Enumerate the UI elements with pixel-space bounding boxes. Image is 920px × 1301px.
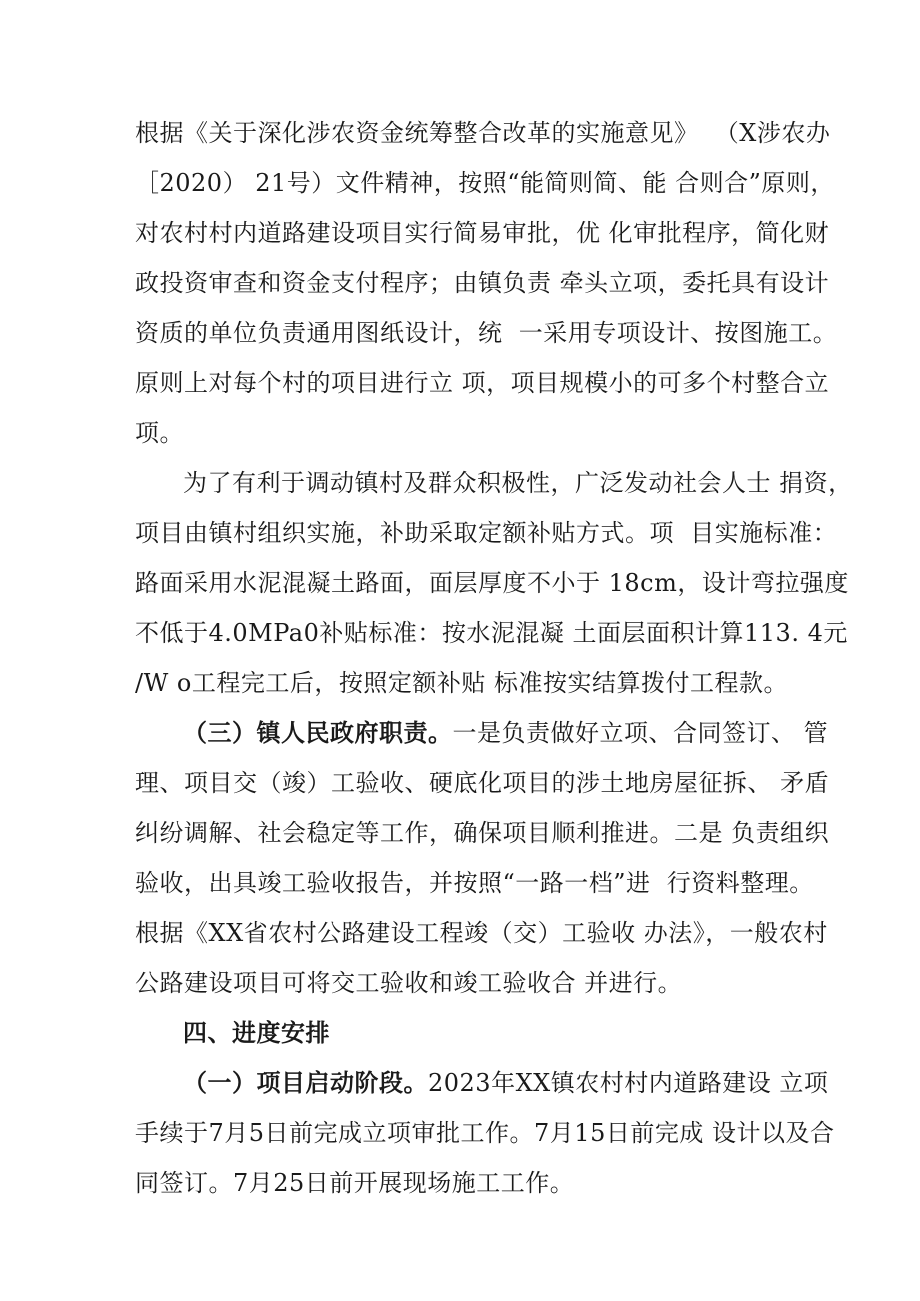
paragraph-3-line-2: 理、项目交（竣）工验收、硬底化项目的涉土地房屋征拆、 矛盾 bbox=[135, 769, 830, 797]
section-4-title: 四、进度安排 bbox=[183, 1019, 330, 1047]
paragraph-2-line-3: 路面采用水泥混凝土路面，面层厚度不小于 18cm，设计弯拉强度 bbox=[135, 569, 849, 597]
paragraph-1-line-4: 政投资审查和资金支付程序；由镇负责 牵头立项，委托具有设计 bbox=[135, 269, 830, 297]
paragraph-3-line-1 bbox=[183, 718, 828, 748]
paragraph-2-line-2: 项目由镇村组织实施，补助采取定额补贴方式。项 目实施标准： bbox=[135, 519, 838, 547]
paragraph-2-line-1: 为了有利于调动镇村及群众积极性，广泛发动社会人士 捐资， bbox=[183, 469, 853, 497]
paragraph-1-line-3: 对农村村内道路建设项目实行简易审批，优 化审批程序，简化财 bbox=[135, 219, 830, 247]
paragraph-1-line-2: ［2020） 21号）文件精神，按照“能简则简、能 合则合”原则， bbox=[135, 169, 835, 197]
paragraph-4-line-1-rest: 2023年XX镇农村村内道路建设 立项 bbox=[428, 1069, 829, 1097]
paragraph-3-line-5: 根据《XX省农村公路建设工程竣（交）工验收 办法》，一般农村 bbox=[135, 919, 828, 947]
paragraph-1-line-5: 资质的单位负责通用图纸设计，统 一采用专项设计、按图施工。 bbox=[135, 319, 838, 347]
paragraph-4-heading: （一）项目启动阶段。 bbox=[183, 1069, 428, 1097]
paragraph-4-line-2: 手续于7月5日前完成立项审批工作。7月15日前完成 设计以及合 bbox=[135, 1119, 835, 1147]
paragraph-3-heading: （三）镇人民政府职责。 bbox=[183, 719, 453, 747]
paragraph-2-line-5: /W o工程完工后，按照定额补贴 标准按实结算拨付工程款。 bbox=[135, 669, 788, 697]
paragraph-1-line-1: 根据《关于深化涉农资金统筹整合改革的实施意见》 （X涉农办 bbox=[135, 119, 831, 147]
paragraph-3-line-3: 纠纷调解、社会稳定等工作，确保项目顺利推进。二是 负责组织 bbox=[135, 819, 830, 847]
paragraph-3-line-4: 验收，出具竣工验收报告，并按照“一路一档”进 行资料整理。 bbox=[135, 869, 814, 897]
paragraph-3-line-6: 公路建设项目可将交工验收和竣工验收合 并进行。 bbox=[135, 969, 683, 997]
paragraph-1-line-7: 项。 bbox=[135, 419, 184, 447]
paragraph-3-line-1-rest: 一是负责做好立项、合同签订、 管 bbox=[452, 719, 829, 747]
paragraph-4-line-1 bbox=[183, 1068, 828, 1098]
paragraph-4-line-3: 同签订。7月25日前开展现场施工工作。 bbox=[135, 1169, 575, 1197]
paragraph-2-line-4: 不低于4.0MPa0补贴标准：按水泥混凝 土面层面积计算113. 4元 bbox=[135, 619, 848, 647]
paragraph-1-line-6: 原则上对每个村的项目进行立 项，项目规模小的可多个村整合立 bbox=[135, 369, 830, 397]
